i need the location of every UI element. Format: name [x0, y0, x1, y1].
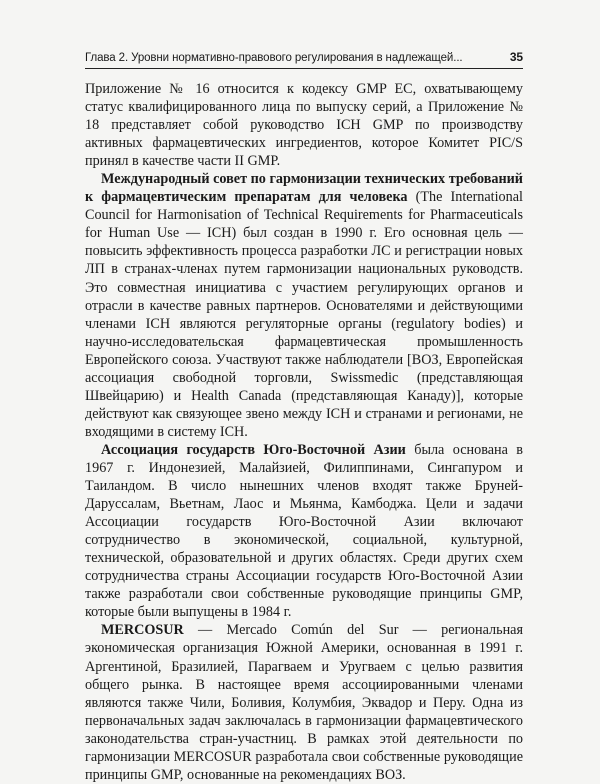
chapter-title: Глава 2. Уровни нормативно-правового регулирования в надлежащей... [85, 52, 463, 64]
paragraph-text: Приложение № 16 относится к кодексу GMP ЕС, охватывающему статус квалифицированного лица по выпуску серий, а Приложение № 18 представляет собой руководство ICH GMP по производству активных фармацевтических ингредиентов, которое Комитет PIC/S принял в качестве части II GMP. [85, 81, 523, 170]
running-header [85, 50, 523, 69]
term-ich: Международный совет по гармонизации технических требований к фармацевтическим препаратам для человека [85, 171, 523, 206]
paragraph-text: была основана в 1967 г. Индонезией, Малайзией, Филиппинами, Сингапуром и Таиландом. В число нынешних членов входят также Бруней-Даруссалам, Вьетнам, Лаос и Мьянма, Камбоджа. Цели и задачи Ассоциации государств Юго-Восточной Азии включают сотрудничество в экономической, социальной, культурной, технической, образовательной и других областях. Среди других схем сотрудничества страны Ассоциации государств Юго-Восточной Азии также разработали свои собственные руководящие принципы GMP, которые были выпущены в 1984 г. [85, 441, 523, 621]
paragraph-text: (The International Council for Harmonisation of Technical Requirements for Pharmaceuticals for Human Use — ICH) был создан в 1990 г. Его основная цель — повысить эффективность процесса разработки ЛС и регистрации новых ЛП в странах-членах путем гармонизации национальных руководств. Это совместная инициатива с участием регулирующих органов и отрасли в качестве равных партнеров. Основателями и действующими членами ICH являются регуляторные органы (regulatory bodies) и научно-исследовательская фармацевтическая промышленность Европейского союза. Участвуют также наблюдатели [ВОЗ, Европейская ассоциация свободной торговли, Swissmedic (представляющая Швейцарию) и Health Canada (представляющая Канаду)], которые действуют как связующее звено между ICH и странами и регионами, не входящими в систему ICH. [85, 189, 523, 440]
paragraph-annex [85, 80, 523, 170]
paragraph-asean [85, 441, 523, 621]
term-mercosur: MERCOSUR [101, 622, 184, 639]
paragraph-ich [85, 170, 523, 441]
page-number: 35 [509, 50, 523, 64]
body-text [85, 80, 523, 784]
term-asean: Ассоциация государств Юго-Восточной Азии [101, 441, 406, 458]
paragraph-text: — Mercado Común del Sur — региональная экономическая организация Южной Америки, основанная в 1991 г. Аргентиной, Бразилией, Парагваем и Уругваем с целью развития общего рынка. В настоящее время ассоциированными членами являются также Чили, Боливия, Колумбия, Эквадор и Перу. Одна из первоначальных задач заключалась в гармонизации фармацевтического законодательства стран-участниц. В рамках этой деятельности по гармонизации MERCOSUR разработала свои собственные руководящие принципы GMP, основанные на рекомендациях ВОЗ. [85, 622, 523, 783]
paragraph-mercosur [85, 621, 523, 783]
